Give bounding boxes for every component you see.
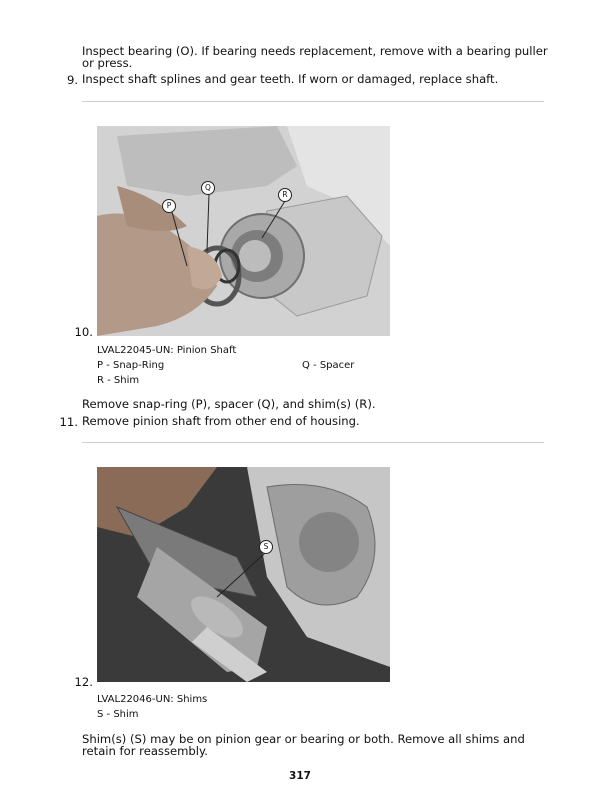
step-number-12: 12. (74, 675, 93, 689)
divider (82, 442, 544, 443)
shims-photo (97, 467, 390, 682)
shims-illustration (97, 467, 390, 682)
paragraph-inspect-bearing-line2: or press. (82, 56, 133, 70)
legend-snap-ring: P - Snap-Ring (97, 360, 165, 371)
step-number-11: 11. (59, 415, 78, 429)
divider (82, 101, 544, 102)
legend-shim-r: R - Shim (97, 375, 140, 386)
pinion-shaft-photo (97, 126, 390, 336)
step-9-text: Inspect shaft splines and gear teeth. If worn or damaged, replace shaft. (82, 72, 499, 86)
callout-q: Q (201, 181, 215, 195)
paragraph-remove-snap-ring: Remove snap-ring (P), spacer (Q), and shim(s) (R). (82, 397, 376, 411)
step-number-10: 10. (74, 325, 93, 339)
step-number-9: 9. (66, 73, 78, 87)
paragraph-shims-line2: retain for reassembly. (82, 744, 208, 758)
step-11-text: Remove pinion shaft from other end of housing. (82, 414, 360, 428)
paragraph-shims-line1: Shim(s) (S) may be on pinion gear or bearing or both. Remove all shims and (82, 732, 525, 746)
figure1-caption-title: LVAL22045-UN: Pinion Shaft (97, 345, 237, 356)
legend-spacer: Q - Spacer (302, 360, 355, 371)
figure2-caption-title: LVAL22046-UN: Shims (97, 694, 208, 705)
paragraph-inspect-bearing-line1: Inspect bearing (O). If bearing needs replacement, remove with a bearing puller (82, 44, 548, 58)
callout-p: P (162, 199, 176, 213)
callout-r: R (278, 188, 292, 202)
callout-s: S (259, 540, 273, 554)
page-number: 317 (289, 770, 311, 782)
legend-shim-s: S - Shim (97, 709, 139, 720)
pinion-shaft-illustration (97, 126, 390, 336)
